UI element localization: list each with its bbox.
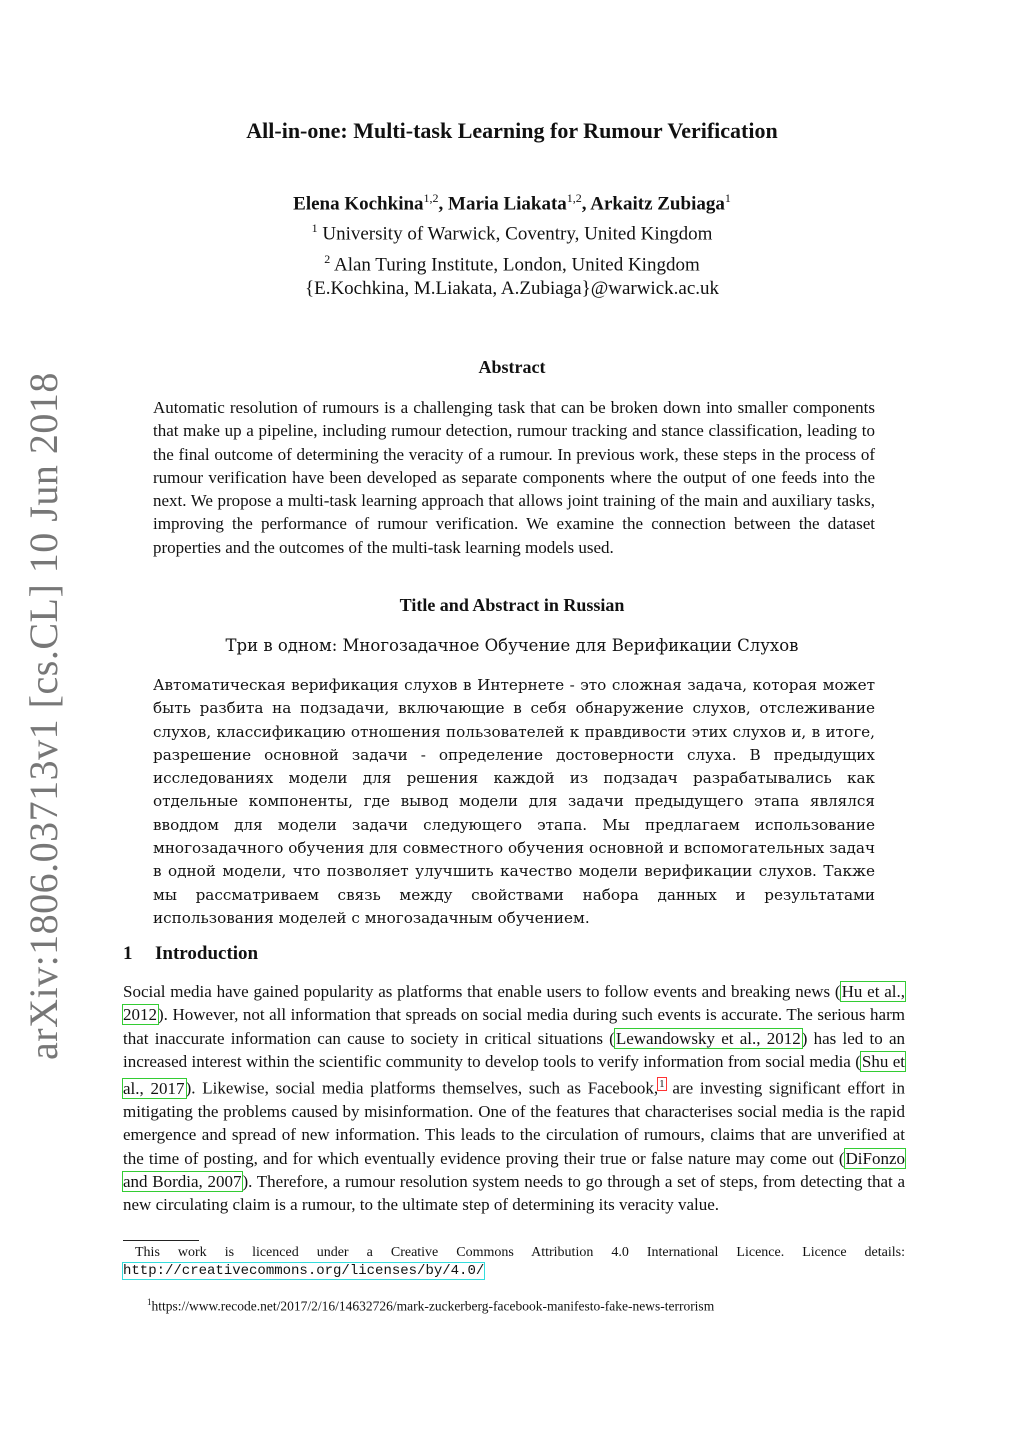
author-1: Elena Kochkina — [293, 193, 424, 215]
russian-title: Три в одном: Многозадачное Обучение для Верификации Слухов — [225, 636, 799, 655]
abstract-text: Automatic resolution of rumours is a challenging task that can be broken down into smaller components that make up a pipeline, including rumour detection, rumour tracking and stance classification, leading to the final outcome of determining the veracity of a rumour. In previous work, these steps in the process of rumour verification have been developed as separate components where the output of one feeds into the next. We propose a multi-task learning approach that allows joint training of the main and auxiliary tasks, improving the performance of rumour verification. We examine the connection between the dataset properties and the outcomes of the multi-task learning models used. — [153, 398, 875, 557]
citation-link[interactable]: Shu et al., 2017 — [123, 1051, 905, 1098]
paper-title: All-in-one: Multi-task Learning for Rumour Verification — [246, 118, 778, 143]
intro-text: ). However, not all information that spreads on social media during such events is accurate. The serious harm that inaccurate information can cause to society in critical situations ( — [123, 1005, 905, 1048]
author-names — [0, 186, 1024, 216]
author-emails: {E.Kochkina, M.Liakata, A.Zubiaga}@warwick.ac.uk — [304, 277, 720, 299]
affiliation-1 — [0, 216, 1024, 246]
footnote-1 — [147, 1297, 714, 1315]
introduction-paragraph — [123, 980, 905, 1217]
section-title: Introduction — [155, 943, 259, 964]
author-block — [0, 186, 1024, 301]
russian-heading: Title and Abstract in Russian — [399, 595, 625, 615]
licence-note — [123, 1244, 905, 1280]
licence-text: This work is licenced under a Creative Commons Attribution 4.0 International Licence. Licence details: — [135, 1245, 905, 1260]
citation-link[interactable]: DiFonzo and Bordia, 2007 — [123, 1148, 905, 1192]
citation-link[interactable]: Lewandowsky et al., 2012 — [615, 1028, 801, 1048]
citation-link[interactable]: Hu et al., 2012 — [123, 982, 905, 1025]
russian-abstract: Автоматическая верификация слухов в Интернете - это сложная задача, которая может быть разбита на подзадачи, включающие в себя обнаружение слухов, отслеживание слухов, классификацию отношения пользователей к правдивости этих слухов и, в итоге, разрешение основной задачи - определение достоверности слуха. В предыдущих исследованиях модели для решения каждой из подзадач разрабатывались как отдельные компоненты, где вывод модели для задачи предыдущего этапа являлся вводдом для модели задачи следующего этапа. Мы предлагаем использование многозадачного обучения для совместного обучения основной и вспомогательных задач в одной модели, что позволяет улучшить качество модели верификации слухов. Также мы рассматриваем связь между свойствами набора данных и результатами использования моделей с многозадачным обучением. — [153, 676, 875, 927]
footnote-rule — [123, 1240, 199, 1241]
intro-text: ). Likewise, social media platforms themselves, such as Facebook, — [185, 1078, 659, 1098]
affil-1-marker: 1 — [311, 221, 318, 236]
affil-1-text: University of Warwick, Coventry, United Kingdom — [322, 223, 713, 245]
arxiv-stamp: arXiv:1806.03713v1 [cs.CL] 10 Jun 2018 — [21, 372, 66, 1060]
licence-url-link[interactable]: http://creativecommons.org/licenses/by/4.0/ — [123, 1263, 485, 1279]
intro-text: ). Therefore, a rumour resolution system needs to go through a set of steps, from detecting that a new circulating claim is a rumour, to the ultimate step of determining its veracity value. — [123, 1172, 905, 1215]
comma: , — [581, 193, 591, 215]
affil-2-marker: 2 — [324, 251, 331, 266]
intro-text: Social media have gained popularity as platforms that enable users to follow events and breaking news ( — [123, 982, 841, 1001]
affiliation-2 — [0, 247, 1024, 277]
affil-2-text: Alan Turing Institute, London, United Kingdom — [333, 253, 700, 275]
author-3-affil: 1 — [724, 191, 731, 205]
author-2-affil: 1,2 — [566, 191, 582, 205]
intro-text: ) has led to an increased interest within the scientific community to develop tools to verify information from social media ( — [123, 1028, 905, 1071]
footnote-url: https://www.recode.net/2017/2/16/14632726/mark-zuckerberg-facebook-manifesto-fake-news-terrorism — [151, 1298, 715, 1314]
section-number: 1 — [123, 943, 133, 964]
author-1-affil: 1,2 — [423, 191, 439, 205]
footnote-link[interactable]: 1 — [659, 1078, 665, 1091]
section-heading-introduction — [123, 943, 258, 965]
intro-text: are investing significant effort in mitigating the problems caused by misinformation. One of the features that characterises social media is the rapid emergence and spread of new information. This leads to the circulation of rumours, claims that are unverified at the time of posting, and for which eventually evidence proving their true or false nature may come out ( — [123, 1078, 905, 1168]
author-2: Maria Liakata — [448, 193, 567, 215]
author-3: Arkaitz Zubiaga — [590, 193, 725, 215]
footnote-marker: 1 — [147, 1297, 152, 1307]
abstract-heading: Abstract — [478, 357, 546, 377]
comma: , — [438, 193, 449, 215]
